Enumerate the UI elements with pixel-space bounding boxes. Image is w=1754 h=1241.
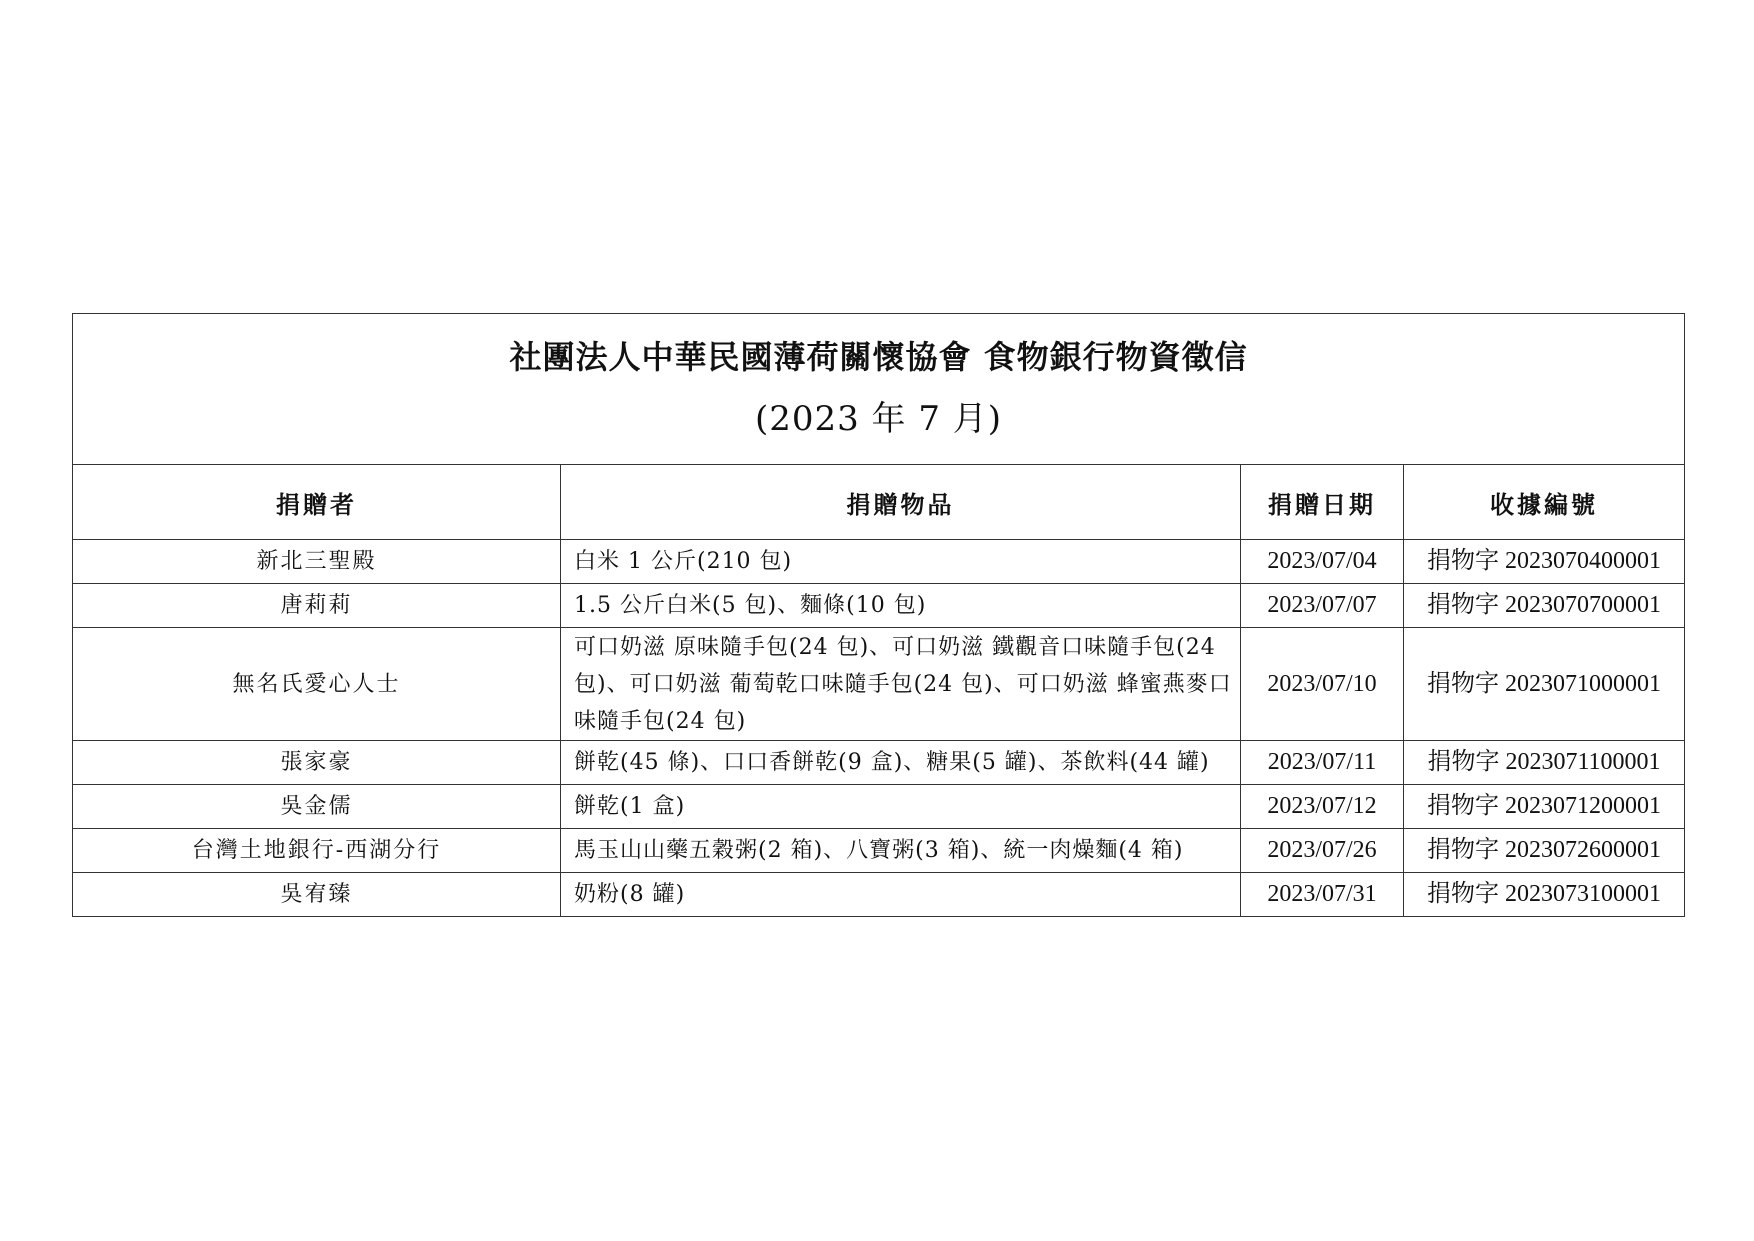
- date-cell: 2023/07/31: [1241, 873, 1404, 917]
- receipt-cell: 捐物字 2023072600001: [1404, 829, 1685, 873]
- donor-cell: 新北三聖殿: [73, 540, 561, 584]
- donor-cell: 台灣土地銀行-西湖分行: [73, 829, 561, 873]
- table-row: [73, 628, 1685, 741]
- header-items: 捐贈物品: [561, 465, 1241, 540]
- donor-cell: 唐莉莉: [73, 584, 561, 628]
- table-row: [73, 873, 1685, 917]
- table-row: [73, 829, 1685, 873]
- header-date: 捐贈日期: [1241, 465, 1404, 540]
- receipt-cell: 捐物字 2023071100001: [1404, 741, 1685, 785]
- date-cell: 2023/07/26: [1241, 829, 1404, 873]
- document-title: 社團法人中華民國薄荷關懷協會 食物銀行物資徵信: [509, 338, 1248, 376]
- table-row: [73, 540, 1685, 584]
- document-subtitle: (2023 年 7 月): [754, 399, 1003, 439]
- date-cell: 2023/07/10: [1241, 628, 1404, 741]
- title-cell: [73, 314, 1685, 465]
- table-row: [73, 584, 1685, 628]
- items-cell: 可口奶滋 原味隨手包(24 包)、可口奶滋 鐵觀音口味隨手包(24 包)、可口奶滋 葡萄乾口味隨手包(24 包)、可口奶滋 蜂蜜燕麥口味隨手包(24 包): [561, 628, 1241, 741]
- items-cell: 奶粉(8 罐): [561, 873, 1241, 917]
- items-cell: 白米 1 公斤(210 包): [561, 540, 1241, 584]
- title-row: [73, 314, 1685, 465]
- donor-cell: 吳金儒: [73, 785, 561, 829]
- receipt-cell: 捐物字 2023070700001: [1404, 584, 1685, 628]
- donor-cell: 張家豪: [73, 741, 561, 785]
- items-cell: 1.5 公斤白米(5 包)、麵條(10 包): [561, 584, 1241, 628]
- date-cell: 2023/07/07: [1241, 584, 1404, 628]
- header-donor: 捐贈者: [73, 465, 561, 540]
- receipt-cell: 捐物字 2023073100001: [1404, 873, 1685, 917]
- receipt-cell: 捐物字 2023070400001: [1404, 540, 1685, 584]
- items-cell: 馬玉山山藥五穀粥(2 箱)、八寶粥(3 箱)、統一肉燥麵(4 箱): [561, 829, 1241, 873]
- items-cell: 餅乾(1 盒): [561, 785, 1241, 829]
- donor-cell: 無名氏愛心人士: [73, 628, 561, 741]
- date-cell: 2023/07/12: [1241, 785, 1404, 829]
- table-row: [73, 785, 1685, 829]
- header-receipt: 收據編號: [1404, 465, 1685, 540]
- items-cell: 餅乾(45 條)、口口香餅乾(9 盒)、糖果(5 罐)、茶飲料(44 罐): [561, 741, 1241, 785]
- receipt-cell: 捐物字 2023071200001: [1404, 785, 1685, 829]
- date-cell: 2023/07/04: [1241, 540, 1404, 584]
- date-cell: 2023/07/11: [1241, 741, 1404, 785]
- donation-table: [72, 313, 1685, 917]
- table-header-row: [73, 465, 1685, 540]
- receipt-cell: 捐物字 2023071000001: [1404, 628, 1685, 741]
- table-row: [73, 741, 1685, 785]
- donor-cell: 吳宥臻: [73, 873, 561, 917]
